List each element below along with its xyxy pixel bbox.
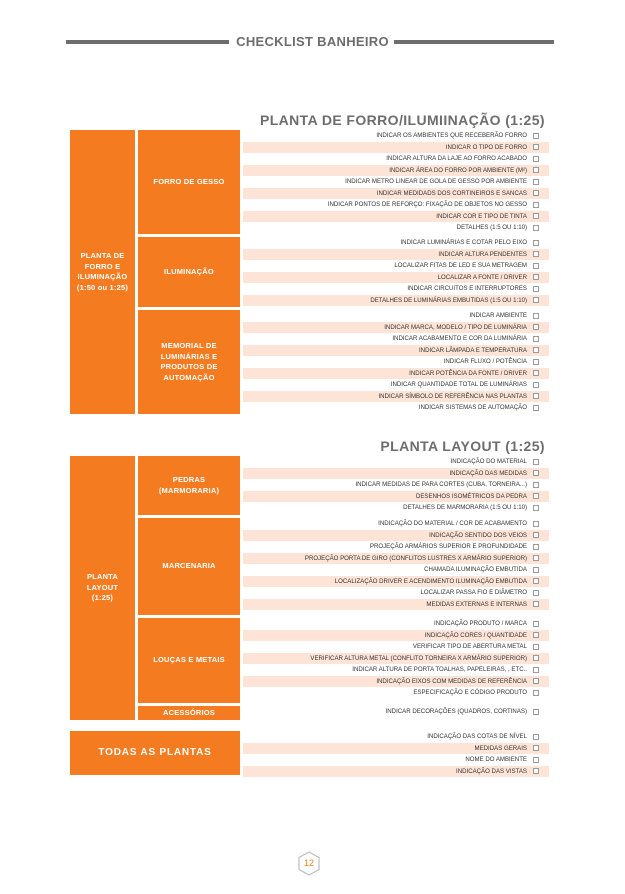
checklist-item: INDICAR ALTURA DA LAJE AO FORRO ACABADO (386, 155, 527, 162)
checklist-item: DETALHES (1:5 OU 1:10) (456, 224, 527, 231)
checkbox[interactable] (533, 382, 539, 388)
checkbox[interactable] (533, 644, 539, 650)
checklist-item: INDICAR POTÊNCIA DA FONTE / DRIVER (243, 368, 549, 379)
section-title-layout: PLANTA LAYOUT (1:25) (380, 438, 545, 454)
checkbox[interactable] (533, 313, 539, 319)
checkbox[interactable] (533, 144, 539, 150)
checkbox[interactable] (533, 745, 539, 751)
checkbox[interactable] (533, 133, 539, 139)
checklist-item: DETALHES DE MARMORARIA (1:5 OU 1:10) (403, 504, 527, 511)
checklist-item: INDICAR SÍMBOLO DE REFERÊNCIA NAS PLANTAS (243, 391, 549, 402)
checkbox[interactable] (533, 555, 539, 561)
checkbox[interactable] (533, 621, 539, 627)
checklist-item: VERIFICAR TIPO DE ABERTURA METAL (412, 643, 527, 650)
section-label-layout: PLANTA LAYOUT (1:25) (70, 456, 135, 720)
checklist-item: INDICAR ALTURA PENDENTES (243, 249, 549, 260)
checklist-item: INDICAR MEDIDAS DE PARA CORTES (CUBA, TORNEIRA...) (355, 481, 527, 488)
section-label-forro: PLANTA DE FORRO E ILUMINAÇÃO (1:50 ou 1:25) (70, 130, 135, 414)
group-label-pedras: PEDRAS (MARMORARIA) (138, 456, 240, 515)
checkbox[interactable] (533, 370, 539, 376)
section-label-todas: TODAS AS PLANTAS (70, 731, 240, 775)
checkbox[interactable] (533, 459, 539, 465)
checkbox[interactable] (533, 505, 539, 511)
checklist-item: DETALHES DE LUMINÁRIAS EMBUTIDAS (1:5 OU 1:10) (243, 295, 549, 306)
checkbox[interactable] (533, 709, 539, 715)
page-number: 12 (303, 858, 314, 868)
group-label-iluminacao: ILUMINAÇÃO (138, 237, 240, 307)
checkbox[interactable] (533, 156, 539, 162)
checkbox[interactable] (533, 768, 539, 774)
group-label-forro-de-gesso: FORRO DE GESSO (138, 130, 240, 234)
checklist-item: VERIFICAR ALTURA METAL (CONFLITO TORNEIRA X ARMÁRIO SUPERIOR) (243, 653, 549, 664)
checkbox[interactable] (533, 405, 539, 411)
checkbox[interactable] (533, 544, 539, 550)
checkbox[interactable] (533, 482, 539, 488)
checklist-item: INDICAÇÃO EIXOS COM MEDIDAS DE REFERÊNCIA (243, 676, 549, 687)
checklist-item: INDICAÇÃO DAS MEDIDAS (243, 468, 549, 479)
checkbox[interactable] (533, 213, 539, 219)
checkbox[interactable] (533, 734, 539, 740)
checklist-item: INDICAÇÃO PRODUTO / MARCA (434, 620, 527, 627)
checklist-item: CHAMADA ILUMINAÇÃO EMBUTIDA (424, 566, 527, 573)
checklist-item: INDICAR MEDIDADS DOS CORTINEIROS E SANCAS (243, 188, 549, 199)
checkbox[interactable] (533, 347, 539, 353)
checkbox[interactable] (533, 297, 539, 303)
checkbox[interactable] (533, 393, 539, 399)
checkbox[interactable] (533, 359, 539, 365)
checkbox[interactable] (533, 470, 539, 476)
checkbox[interactable] (533, 263, 539, 269)
checklist-item: INDICAR QUANTIDADE TOTAL DE LUMINÁRIAS (390, 381, 527, 388)
checkbox[interactable] (533, 667, 539, 673)
checkbox[interactable] (533, 324, 539, 330)
checkbox[interactable] (533, 286, 539, 292)
checkbox[interactable] (533, 167, 539, 173)
checklist-item: LOCALIZAR FITAS DE LED E SUA METRAGEM (394, 262, 527, 269)
checklist-item: INDICAR LÂMPADA E TEMPERATURA (243, 345, 549, 356)
checklist-item: INDICAR COR E TIPO DE TINTA (243, 211, 549, 222)
checklist-item: INDICAÇÃO CORES / QUANTIDADE (243, 630, 549, 641)
checkbox[interactable] (533, 532, 539, 538)
group-label-marcenaria: MARCENARIA (138, 518, 240, 615)
checklist-item: INDICAR ALTURA DE PORTA TOALHAS, PAPELEIRAS, , ETC.. (352, 666, 527, 673)
checklist-item: INDICAÇÃO DO MATERIAL (450, 458, 527, 465)
checklist-item: INDICAR AMBIENTE (469, 312, 527, 319)
checkbox[interactable] (533, 179, 539, 185)
checklist-item: INDICAR CIRCUITOS E INTERRUPTORES (407, 285, 527, 292)
checkbox[interactable] (533, 601, 539, 607)
checkbox[interactable] (533, 336, 539, 342)
header-rule-right (394, 40, 554, 44)
checklist-item: LOCALIZAR PASSA FIO E DIÂMETRO (420, 589, 527, 596)
checkbox[interactable] (533, 190, 539, 196)
checkbox[interactable] (533, 757, 539, 763)
group-label-memorial: MEMORIAL DE LUMINÁRIAS E PRODUTOS DE AUTOMAÇÃO (138, 310, 240, 414)
checkbox[interactable] (533, 493, 539, 499)
checklist-item: INDICAR PONTOS DE REFORÇO: FIXAÇÃO DE OBJETOS NO GESSO (327, 201, 527, 208)
checklist-item: INDICAR OS AMBIENTES QUE RECEBERÃO FORRO (376, 132, 527, 139)
checklist-item: INDICAR MARCA, MODELO / TIPO DE LUMINÁRIA (243, 322, 549, 333)
checkbox[interactable] (533, 225, 539, 231)
checklist-item: MEDIDAS GERAIS (243, 743, 549, 754)
checkbox[interactable] (533, 578, 539, 584)
checklist-item: INDICAR DECORAÇÕES (QUADROS, CORTINAS) (385, 708, 527, 715)
checklist-item: LOCALIZAR A FONTE / DRIVER (243, 272, 549, 283)
checklist-item: INDICAÇÃO SENTIDO DOS VEIOS (243, 530, 549, 541)
group-label-acessorios: ACESSÓRIOS (138, 706, 240, 720)
checkbox[interactable] (533, 240, 539, 246)
checklist-item: INDICAÇÃO DAS COTAS DE NÍVEL (427, 733, 527, 740)
checklist-item: INDICAR SISTEMAS DE AUTOMAÇÃO (418, 404, 527, 411)
checklist-item: NOME DO AMBIENTE (465, 756, 527, 763)
checklist-item: INDICAR ACABAMENTO E COR DA LUMINÁRIA (392, 335, 527, 342)
checklist-item: INDICAR FLUXO / POTÊNCIA (443, 358, 527, 365)
checkbox[interactable] (533, 521, 539, 527)
checklist-item: INDICAR METRO LINEAR DE GOLA DE GESSO POR AMBIENTE (345, 178, 527, 185)
checklist-item: INDICAR O TIPO DE FORRO (243, 142, 549, 153)
checkbox[interactable] (533, 690, 539, 696)
checklist-item: PROJEÇÃO ARMÁRIOS SUPERIOR E PROFUNDIDADE (369, 543, 527, 550)
checklist-item: INDICAR ÁREA DO FORRO POR AMBIENTE (M²) (243, 165, 549, 176)
checkbox[interactable] (533, 655, 539, 661)
section-title-forro: PLANTA DE FORRO/ILUMIINAÇÃO (1:25) (259, 112, 545, 128)
checklist-item: INDICAÇÃO DO MATERIAL / COR DE ACABAMENTO (378, 520, 527, 527)
group-label-loucas-metais: LOUÇAS E METAIS (138, 618, 240, 703)
checkbox[interactable] (533, 251, 539, 257)
checkbox[interactable] (533, 678, 539, 684)
page-title: CHECKLIST BANHEIRO (236, 34, 389, 49)
checklist-item: INDICAR LUMINÁRIAS E COTAR PELO EIXO (400, 239, 527, 246)
checkbox[interactable] (533, 632, 539, 638)
checklist-item: INDICAÇÃO DAS VISTAS (243, 766, 549, 777)
checklist-item: ESPECIFICAÇÃO E CÓDIGO PRODUTO (413, 689, 527, 696)
checklist-item: LOCALIZAÇÃO DRIVER E ACENDIMENTO ILUMINAÇÃO EMBUTIDA (243, 576, 549, 587)
checkbox[interactable] (533, 202, 539, 208)
checkbox[interactable] (533, 274, 539, 280)
checklist-item: PROJEÇÃO PORTA DE GIRO (CONFLITOS LUSTRES X ARMÁRIO SUPERIOR) (243, 553, 549, 564)
checklist-item: DESENHOS ISOMÉTRICOS DA PEDRA (243, 491, 549, 502)
checkbox[interactable] (533, 590, 539, 596)
checklist-item: MEDIDAS EXTERNAS E INTERNAS (243, 599, 549, 610)
checkbox[interactable] (533, 567, 539, 573)
